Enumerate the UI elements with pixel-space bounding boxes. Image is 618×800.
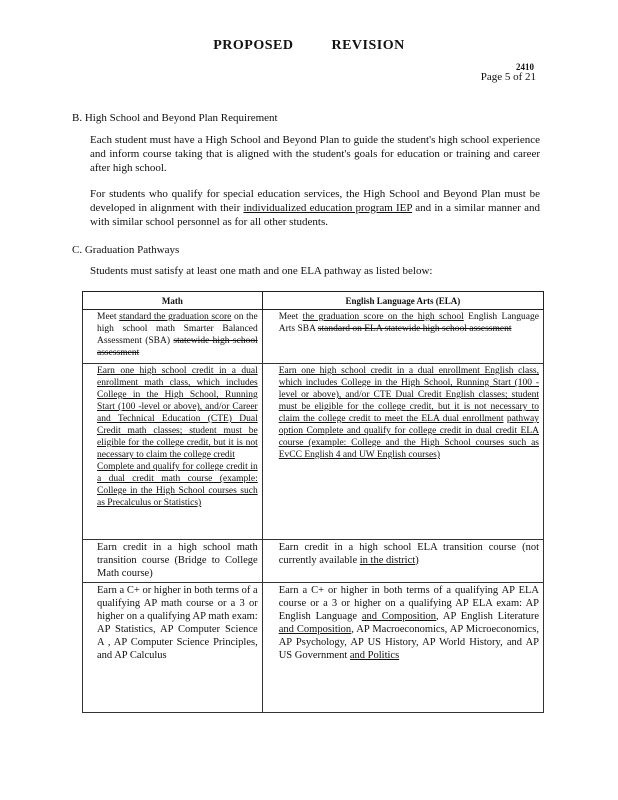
section-b-heading: B. High School and Beyond Plan Requirement [72, 112, 278, 124]
inserted-text: and Composition [278, 624, 352, 635]
inserted-text: the graduation score on the high school [302, 312, 464, 322]
table-row [83, 540, 544, 583]
math-cell: Earn credit in a high school math transition course (Bridge to College Math course) [83, 540, 263, 583]
deleted-text: statewide high school assessment [97, 336, 258, 358]
inserted-text: in the district [359, 555, 416, 566]
table-header-row [83, 292, 544, 310]
math-cell: Earn a C+ or higher in both terms of a qualifying AP math course or a 3 or higher on a qualifying AP math exam: AP Statistics, AP Computer Science A , AP Computer Science Principles, and AP Calculus [83, 583, 263, 713]
document-title [0, 38, 618, 54]
cell-text: ) [415, 555, 419, 566]
cell-text: Earn credit in a high school ELA transition course (not currently available [278, 542, 539, 566]
cell-text: on the high school math Smarter Balanced Assessment (SBA) [97, 312, 258, 346]
cell-text: English Language Arts SBA [278, 312, 539, 334]
ela-cell [262, 583, 543, 713]
inserted-text: pathway option Complete and qualify for college credit in dual credit ELA course (example: College and the High School courses such as EvCC English 4 and UW English courses) [278, 414, 540, 460]
section-b-paragraph-2 [90, 187, 540, 229]
section-b-paragraph-1: Each student must have a High School and Beyond Plan to guide the student's high school experience and inform course taking that is aligned with the student's goals for education or training and career after high school. [90, 134, 540, 174]
inserted-text: standard the graduation score [119, 312, 232, 322]
ela-cell [262, 540, 543, 583]
inserted-text: Complete and qualify for college credit in a dual credit math course (example: College in the High School courses such as Precalculus or Statistics) [97, 462, 258, 508]
para2-text-a: For students who qualify for special education services, the High School and Beyond Plan must be developed in alignment with their [90, 188, 540, 214]
section-c-heading: C. Graduation Pathways [72, 244, 180, 256]
para2-text-b: and in a similar manner and with similar school personnel as for all other students. [90, 202, 541, 228]
para2-inserted-iep: individualized education program IEP [243, 202, 413, 214]
table-row [83, 364, 544, 540]
document-number: 2410 [516, 62, 534, 72]
cell-text: Meet [97, 312, 120, 322]
table-row [83, 310, 544, 364]
inserted-text: Earn one high school credit in a dual enrollment math class, which includes College in the High School, Running Start (100 -level or above), and/or Career and Technical Education (CTE) Dual Credit math classes; student must be eligible for the college credit, but it is not necessary to claim the college credit [97, 366, 258, 460]
inserted-text: Earn one high school credit in a dual enrollment English class, which includes College in the High School, Running Start (100 -level or above), and/or CTE Dual Credit English classes; student must be eligible for the college credit, but it is not necessary to claim the college credit to meet the ELA dual enrollment [278, 366, 539, 424]
inserted-text: and Composition [361, 611, 437, 622]
cell-text: Meet [278, 312, 303, 322]
cell-text: Earn a C+ or higher in both terms of a qualifying AP ELA course or a 3 or higher on a qualifying AP ELA exam: AP English Language [278, 585, 539, 622]
pathways-table [82, 291, 544, 713]
title-word-revision: REVISION [331, 38, 405, 53]
page-number: Page 5 of 21 [480, 71, 536, 83]
cell-text: , AP Macroeconomics, AP Microeconomics, AP Psychology, AP US History, AP World History, and AP US Government [278, 624, 539, 661]
ela-cell [262, 310, 543, 364]
inserted-text: and Politics [349, 650, 400, 661]
ela-cell [262, 364, 543, 540]
math-cell [83, 310, 263, 364]
table-row [83, 583, 544, 713]
column-header-ela: English Language Arts (ELA) [262, 292, 543, 310]
column-header-math: Math [83, 292, 263, 310]
cell-text: , AP English Literature [436, 611, 540, 622]
deleted-text: standard on ELA statewide high school assessment [317, 324, 512, 334]
math-cell [83, 364, 263, 540]
title-word-proposed: PROPOSED [213, 38, 294, 53]
section-c-intro: Students must satisfy at least one math and one ELA pathway as listed below: [90, 265, 433, 277]
